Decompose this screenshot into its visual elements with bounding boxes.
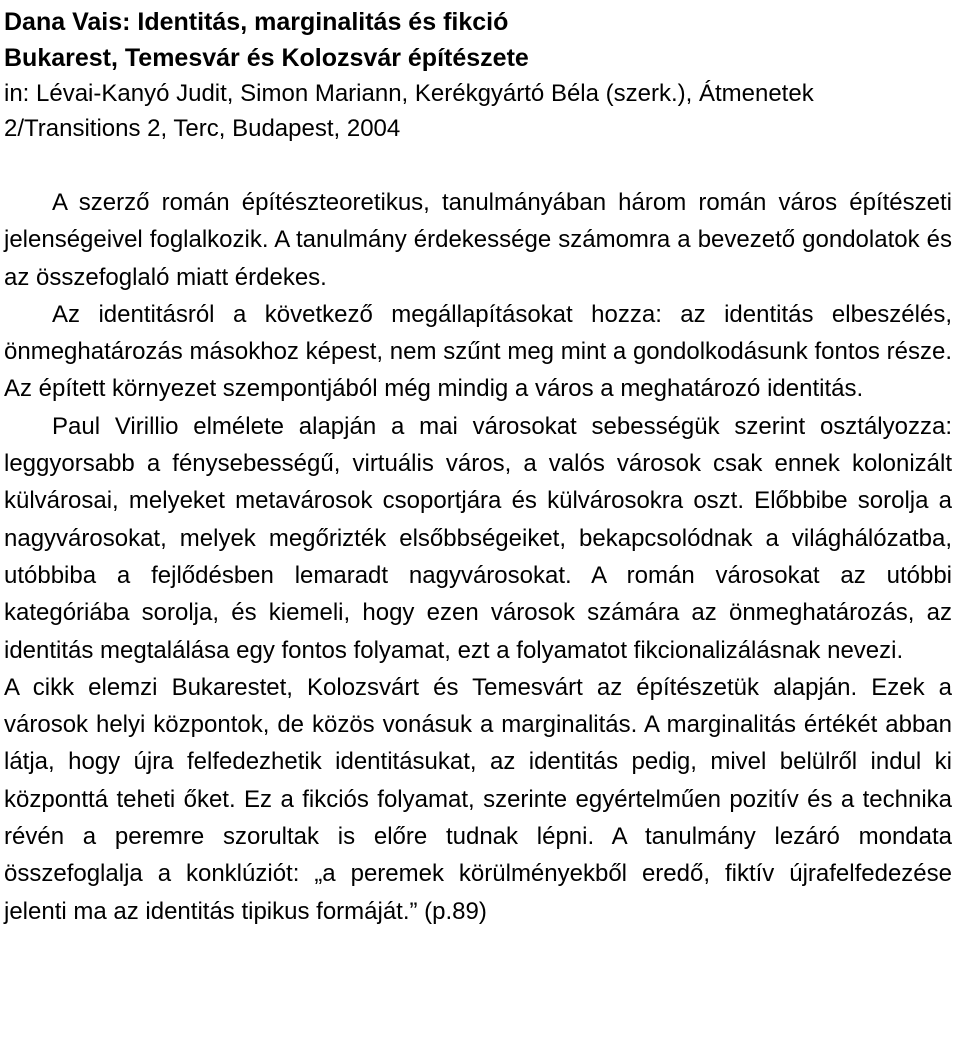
paragraph-conclusion: A cikk elemzi Bukarestet, Kolozsvárt és Temesvárt az építészetük alapján. Ezek a városok helyi központok, de közös vonásuk a marginalitás. A marginalitás értékét abban látja, hogy újra felfedezhetik identitásukat, az identitás pedig, mivel belülről indul ki központtá teheti őket. Ez a fikciós folyamat, szerinte egyértelműen pozitív és a technika révén a peremre szorultak is előre tudnak lépni. A tanulmány lezáró mondata összefoglalja a konklúziót: „a peremek körülményekből eredő, fiktív újrafelfedezése jelenti ma az identitás tipikus formáját.” (p.89) <box>4 673 952 925</box>
document-title-line-1: Dana Vais: Identitás, marginalitás és fikció <box>4 8 509 36</box>
spacer <box>4 146 952 184</box>
citation: in: Lévai-Kanyó Judit, Simon Mariann, Kerékgyártó Béla (szerk.), Átmenetek 2/Transitions 2, Terc, Budapest, 2004 <box>4 80 814 142</box>
document-title-line-2: Bukarest, Temesvár és Kolozsvár építészete <box>4 44 529 72</box>
paragraph-identity: Az identitásról a következő megállapításokat hozza: az identitás elbeszélés, önmeghatározás másokhoz képest, nem szűnt meg mint a gondolkodásunk fontos része. Az épített környezet szempontjából még mindig a város a meghatározó identitás. <box>4 300 952 403</box>
paragraph-intro: A szerző román építészteoretikus, tanulmányában három román város építészeti jelenségeivel foglalkozik. A tanulmány érdekessége számomra a bevezető gondolatok és az összefoglaló miatt érdekes. <box>4 189 952 291</box>
paragraph-virillio: Paul Virillio elmélete alapján a mai városokat sebességük szerint osztályozza: leggyorsabb a fénysebességű, virtuális város, a valós városok csak ennek kolonizált külvárosai, melyeket metavárosok csoportjára és külvárosokra oszt. Előbbibe sorolja a nagyvárosokat, melyek megőrizték elsőbbségeiket, bekapcsolódnak a világhálózatba, utóbbiba a fejlődésben lemaradt nagyvárosokat. A román városokat az utóbbi kategóriába sorolja, és kiemeli, hogy ezen városok számára az önmeghatározás, az identitás megtalálása egy fontos folyamat, ezt a folyamatot fikcionalizálásnak nevezi. <box>4 412 952 664</box>
